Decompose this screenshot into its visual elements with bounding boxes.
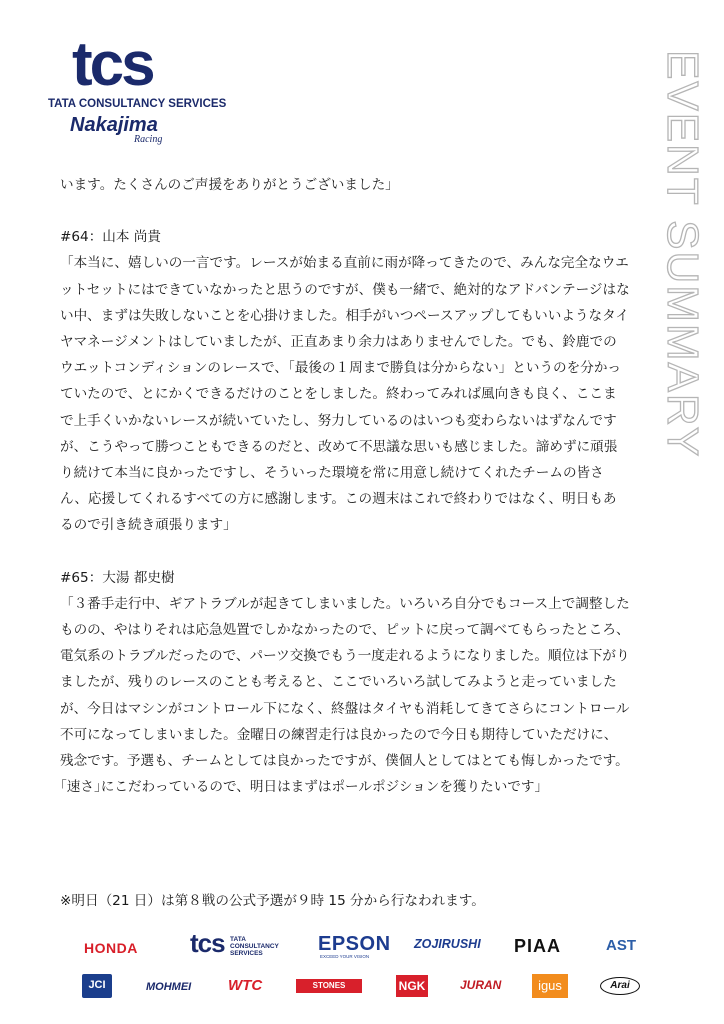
sponsor-arai-logo: Arai — [600, 977, 640, 995]
driver-64-quote: 「本当に、嬉しいの一言です。レースが始まる直前に雨が降ってきたので、みんな完全なウエットセットにはできていなかったと思うのですが、僕も一緒で、絶対的なアドバンテージはない中、まずは失敗しないことを心掛けました。相手がいつペースアップしてもいいようなタイヤマネージメントはしていましたが、正直あまり余力はありませんでした。でも、鈴鹿でのウエットコンディションのレースで、「最後の１周まで勝負は分からない」というのを分かっていたので、とにかくできるだけのことをしました。終わってみれば風向きも良く、ここまで上手くいかないレースが続いていたし、努力しているのはいつも変わらないはずなんですが、こうやって勝つこともできるのだと、改めて不思議な思いも感じました。諦めずに頑張り続けて本当に良かったですし、そういった環境を常に用意し続けてくれたチームの皆さん、応援してくれるすべての方に感謝します。この週末はこれで終わりではなく、明日もあるので引き続き頑張ります」 — [60, 255, 630, 534]
sponsor-piaa-logo: PIAA — [514, 936, 562, 956]
sponsor-tcs-mark: tcs — [190, 928, 225, 958]
logo-racing-text: Racing — [134, 134, 163, 145]
sponsor-honda-logo: HONDA — [84, 940, 138, 956]
sponsor-zojirushi-logo: ZOJIRUSHI — [414, 937, 481, 951]
sponsor-jci-logo: JCI — [82, 974, 112, 998]
spacer — [60, 539, 630, 565]
sponsor-juran-logo: JURAN — [460, 978, 502, 992]
sponsor-wtc-logo: WTC — [228, 977, 263, 994]
sponsor-stones-logo: STONES — [296, 979, 362, 993]
sponsor-mohmei-logo: MOHMEI — [146, 981, 192, 993]
tcs-nakajima-logo — [48, 30, 227, 160]
logo-tcs-text: tcs — [72, 30, 153, 99]
driver-65-quote: 「３番手走行中、ギアトラブルが起きてしまいました。いろいろ自分でもコース上で調整したものの、やはりそれは応急処置でしかなかったので、ピットに戻って調べてもらったところ、電気系のトラブルだったので、パーツ交換でもう一度走れるようになりました。順位は下がりましたが、残りのレースのことも考えると、ここでいろいろ試してみようと走っていましたが、今日はマシンがコントロール下になく、終盤はタイヤも消耗してきてさらにコントロール不可になってしまいました。金曜日の練習走行は良かったので今日も期待していただけに、残念です。予選も、チームとしては良かったですが、僕個人としてはとても悔しかったです。｢速さ｣にこだわっているので、明日はまずはポールポジションを獲りたいです」 — [60, 595, 630, 796]
spacer — [60, 198, 630, 224]
driver-64-name: #64：山本 尚貴 — [60, 229, 161, 246]
sponsor-tcs-logo — [190, 928, 279, 958]
driver-65-name: #65：大湯 都史樹 — [60, 569, 175, 586]
footnote: ※明日（21 日）は第８戦の公式予選が９時 15 分から行なわれます。 — [60, 893, 485, 909]
sponsor-igus-logo: igus — [532, 974, 568, 998]
logo-tata-text: TATA CONSULTANCY SERVICES — [48, 98, 227, 110]
article-body — [60, 172, 630, 800]
sponsor-epson-tagline: EXCEED YOUR VISION — [320, 954, 370, 959]
logo-nakajima-text: Nakajima — [70, 114, 158, 136]
intro-line: います。たくさんのご声援をありがとうございました」 — [60, 177, 399, 193]
sponsor-ast-logo: AST — [606, 937, 636, 954]
sponsor-epson-logo: EPSON — [318, 933, 391, 955]
event-summary-side-title: EVENT SUMMARY — [658, 50, 707, 459]
sponsor-ngk-logo: NGK — [396, 975, 428, 997]
sponsor-tcs-text: TATA CONSULTANCY SERVICES — [230, 936, 279, 957]
